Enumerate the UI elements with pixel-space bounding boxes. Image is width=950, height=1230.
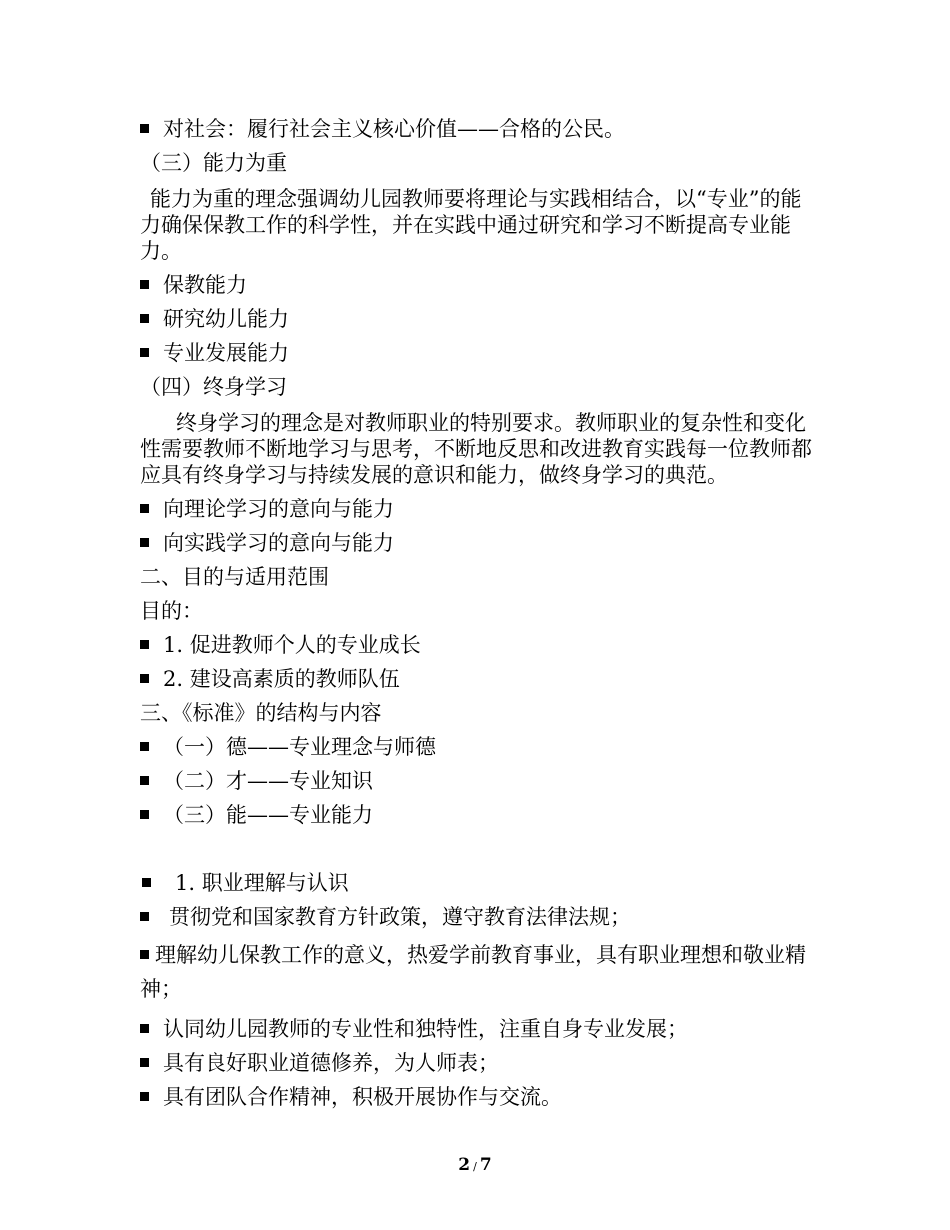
bullet-icon bbox=[140, 912, 149, 921]
list-item: 2. 建设高素质的教师队伍 bbox=[140, 662, 812, 696]
section-heading: 二、目的与适用范围 bbox=[140, 565, 329, 589]
bullet-icon bbox=[140, 124, 149, 133]
bullet-icon bbox=[142, 878, 151, 887]
bullet-icon bbox=[140, 504, 149, 513]
list-item: （二）才——专业知识 bbox=[140, 764, 812, 798]
bullet-icon bbox=[140, 640, 149, 649]
bullet-icon bbox=[140, 742, 149, 751]
bullet-icon bbox=[140, 674, 149, 683]
page-number: 2 / 7 bbox=[458, 1155, 492, 1175]
list-item: （三）能——专业能力 bbox=[140, 798, 812, 832]
list-item: 研究幼儿能力 bbox=[140, 302, 812, 336]
paragraph: 终身学习的理念是对教师职业的特别要求。教师职业的复杂性和变化性需要教师不断地学习与思考，不断地反思和改进教育实践每一位教师都应具有终身学习与持续发展的意识和能力，做终身学习的典范。 bbox=[140, 411, 812, 487]
paragraph: 能力为重的理念强调幼儿园教师要将理论与实践相结合，以“专业”的能力确保保教工作的科学性，并在实践中通过研究和学习不断提高专业能力。 bbox=[140, 187, 802, 263]
bullet-icon bbox=[140, 776, 149, 785]
bullet-icon bbox=[140, 1024, 149, 1033]
bullet-icon bbox=[140, 538, 149, 547]
list-item: 贯彻党和国家教育方针政策，遵守教育法律法规； bbox=[140, 900, 812, 934]
bullet-icon bbox=[140, 1092, 149, 1101]
list-item: 理解幼儿保教工作的意义，热爱学前教育事业，具有职业理想和敬业精神； bbox=[140, 943, 806, 1001]
blank-line bbox=[140, 832, 812, 866]
list-item: 保教能力 bbox=[140, 268, 812, 302]
list-item: 1. 促进教师个人的专业成长 bbox=[140, 628, 812, 662]
bullet-icon bbox=[140, 348, 149, 357]
bullet-icon bbox=[140, 1058, 149, 1067]
bullet-icon bbox=[140, 280, 149, 289]
section-heading: （三）能力为重 bbox=[140, 151, 287, 175]
list-item: （一）德——专业理念与师德 bbox=[140, 730, 812, 764]
list-item: 1. 职业理解与认识 bbox=[140, 866, 812, 900]
list-item: 对社会：履行社会主义核心价值——合格的公民。 bbox=[140, 112, 812, 146]
list-item: 具有团队合作精神，积极开展协作与交流。 bbox=[140, 1080, 812, 1114]
bullet-icon bbox=[140, 314, 149, 323]
bullet-icon bbox=[140, 810, 149, 819]
list-item: 专业发展能力 bbox=[140, 336, 812, 370]
section-heading: （四）终身学习 bbox=[140, 375, 287, 399]
bullet-icon bbox=[140, 950, 149, 959]
label-text: 目的： bbox=[140, 599, 203, 623]
section-heading: 三、《标准》的结构与内容 bbox=[140, 701, 382, 725]
document-body bbox=[140, 112, 812, 1114]
list-item: 向实践学习的意向与能力 bbox=[140, 526, 812, 560]
list-item: 认同幼儿园教师的专业性和独特性，注重自身专业发展； bbox=[140, 1012, 812, 1046]
list-item: 向理论学习的意向与能力 bbox=[140, 492, 812, 526]
list-item: 具有良好职业道德修养，为人师表； bbox=[140, 1046, 812, 1080]
